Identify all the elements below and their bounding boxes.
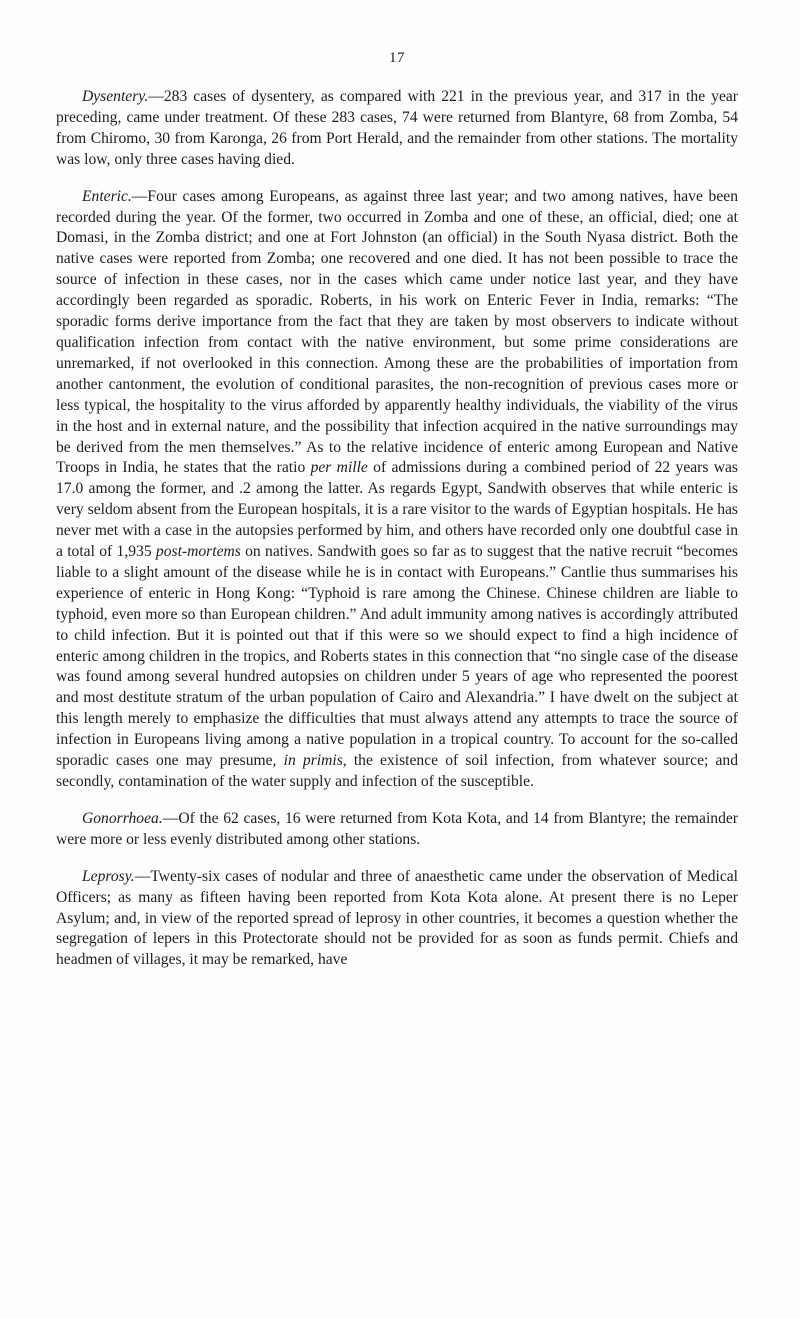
paragraph-enteric	[56, 187, 738, 793]
paragraph-text: of admissions during a combined period of 22 years was 17.0 among the former, and .2 among the latter. As regards Egypt, Sandwith observes that while enteric is very seldom absent from the European hospitals, it is a rare visitor to the wards of Egyptian hospitals. He has never met with a case in the autopsies performed by him, and others have recorded only one doubtful case in a total of 1,935	[56, 459, 738, 561]
paragraph-dysentery	[56, 87, 738, 171]
section-heading-enteric: Enteric.	[82, 187, 132, 205]
page-number: 17	[389, 50, 405, 66]
italic-phrase: post-mortems	[155, 543, 241, 561]
paragraph-text: on natives. Sandwith goes so far as to suggest that the native recruit “becomes liable to a slight amount of the disease while he is in contact with Europeans.” Cantlie thus summarises his experience of enteric in Hong Kong: “Typhoid is rare among the Chinese. Chinese children are liable to typhoid, even more so than European children.” And adult immunity among natives is accordingly attributed to child infection. But it is pointed out that if this were so we should expect to find a high incidence of enteric among children in the tropics, and Roberts states in this connection that “no single case of the disease was found among several hundred autopsies on children under 5 years of age who represented the poorest and most destitute stratum of the urban population of Cairo and Alexandria.” I have dwelt on the subject at this length merely to emphasize the difficulties that must always attend any attempts to trace the source of infection in Europeans living among a native population in a tropical country. To account for the so-called sporadic cases one may presume,	[56, 543, 738, 770]
section-heading-dysentery: Dysentery.	[82, 88, 149, 105]
italic-phrase: per mille	[310, 459, 368, 477]
paragraph-gonorrhoea	[56, 809, 738, 851]
paragraph-text: —Of the 62 cases, 16 were returned from Kota Kota, and 14 from Blantyre; the remainder were more or less evenly distributed among other stations.	[56, 809, 738, 848]
section-heading-gonorrhoea: Gonorrhoea.	[82, 809, 163, 827]
paragraph-text: —Twenty-six cases of nodular and three of anaesthetic came under the observation of Medical Officers; as many as fifteen having been reported from Kota Kota alone. At present there is no Leper Asylum; and, in view of the reported spread of leprosy in other countries, it becomes a question whether the segregation of lepers in this Protectorate should not be provided for as soon as funds permit. Chiefs and headmen of villages, it may be remarked, have	[56, 867, 738, 969]
paragraph-text: —Four cases among Europeans, as against three last year; and two among natives, have been recorded during the year. Of the former, two occurred in Zomba and one of these, an official, died; one at Domasi, in the Zomba district; and one at Fort Johnston (an official) in the South Nyasa district. Both the native cases were reported from Zomba; one recovered and one died. It has not been possible to trace the source of infection in these cases, nor in the cases which came under notice last year, and they have accordingly been regarded as sporadic. Roberts, in his work on Enteric Fever in India, remarks: “The sporadic forms derive importance from the fact that they are taken by most observers to indicate without qualification infection from contact with the native environment, but some prime considerations are unremarked, if not overlooked in this connection. Among these are the probabilities of importation from another cantonment, the evolution of conditional parasites, the non-recognition of previous cases more or less typical, the hospitality to the virus afforded by apparently healthy individuals, the viability of the virus in the host and in external nature, and the possibility that infection acquired in the native surroundings may be derived from the men themselves.” As to the relative incidence of enteric among European and Native Troops in India, he states that the ratio	[56, 187, 738, 477]
paragraph-text: —283 cases of dysentery, as compared with 221 in the previous year, and 317 in the year preceding, came under treatment. Of these 283 cases, 74 were returned from Blantyre, 68 from Zomba, 54 from Chiromo, 30 from Karonga, 26 from Port Herald, and the remainder from other stations. The mortality was low, only three cases having died.	[56, 88, 738, 168]
italic-phrase: in primis	[283, 752, 343, 770]
paragraph-leprosy	[56, 867, 738, 972]
section-heading-leprosy: Leprosy.	[82, 867, 135, 885]
paragraph-text: , the existence of soil infection, from whatever source; and secondly, contamination of the water supply and infection of the susceptible.	[56, 752, 739, 790]
